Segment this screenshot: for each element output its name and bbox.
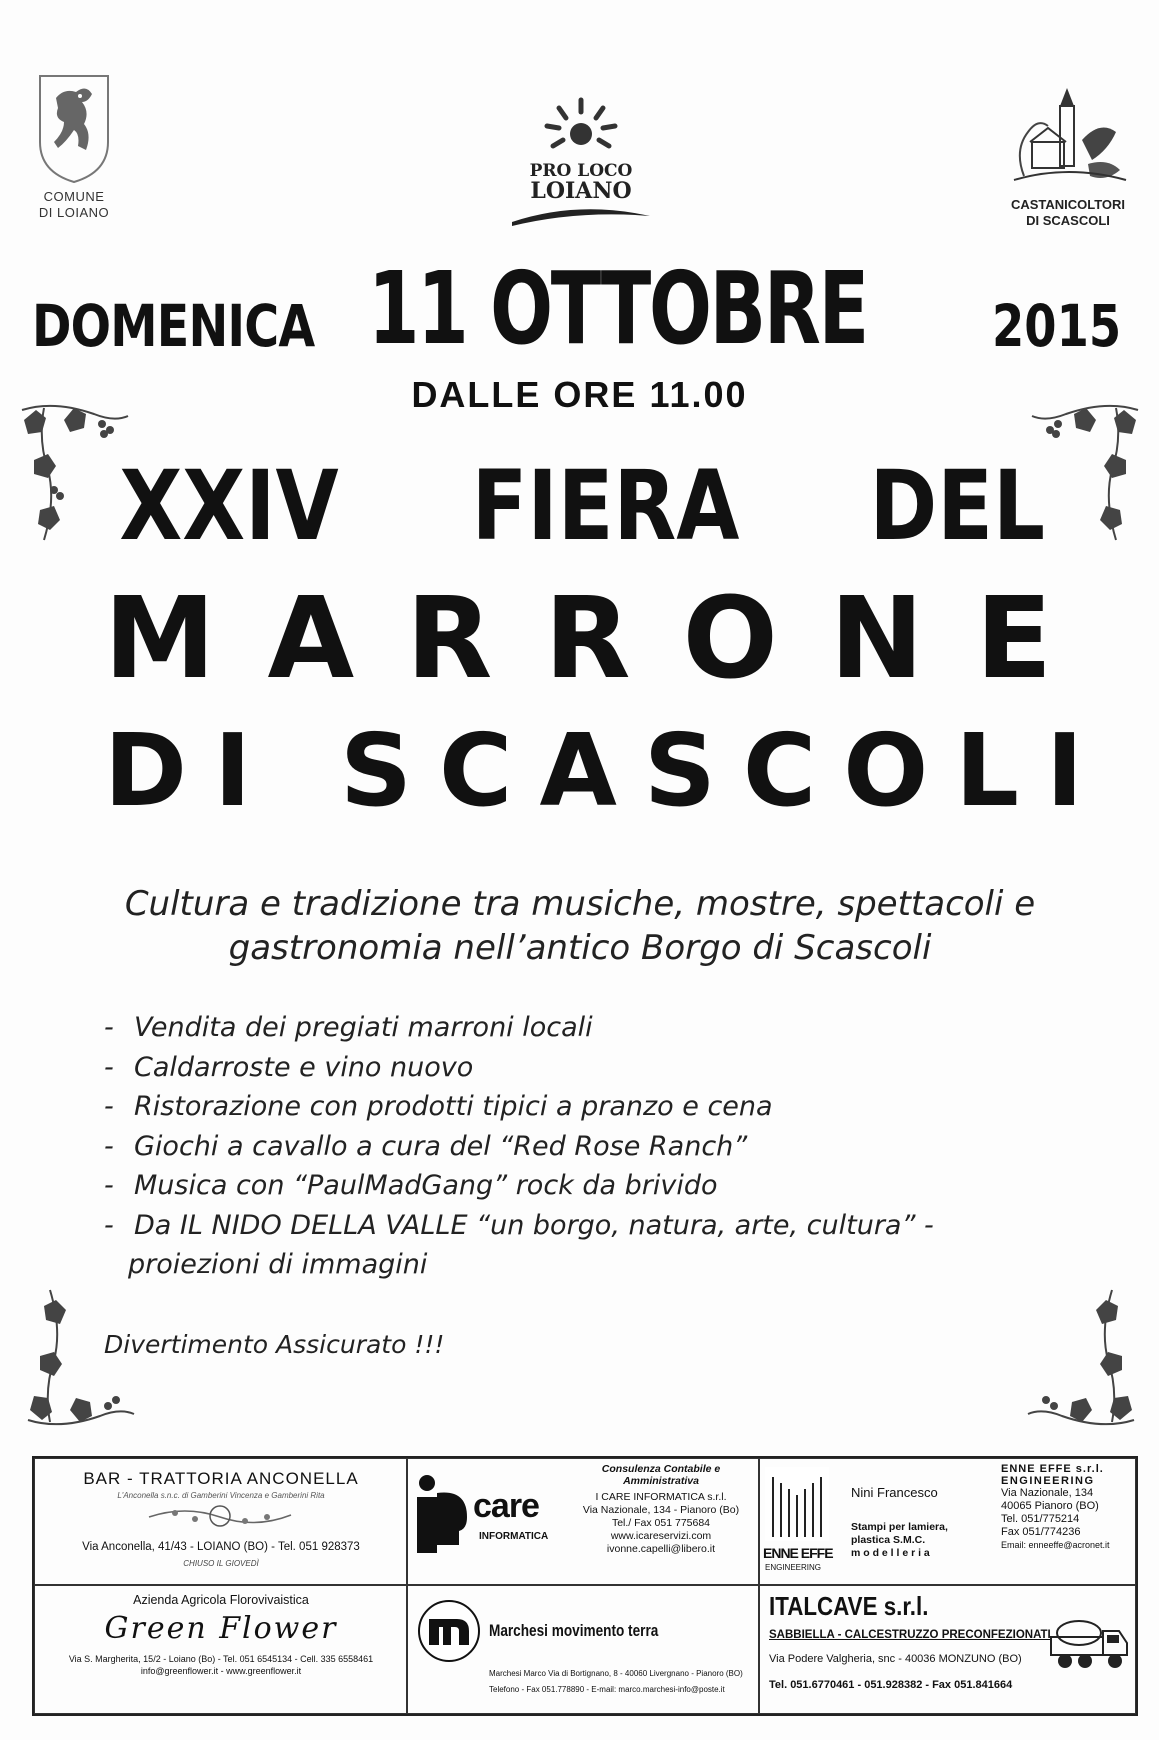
greenflower-top: Azienda Agricola Florovivaistica: [133, 1593, 309, 1607]
icare-brand: care: [473, 1487, 539, 1525]
activities-list: [104, 1008, 934, 1285]
list-item: - Musica con “PaulMadGang” rock da brivido: [104, 1170, 718, 1201]
day-label: DOMENICA: [32, 292, 315, 360]
sponsor-address: Via Anconella, 41/43 - LOIANO (BO) - Tel. 051 928373: [82, 1541, 360, 1553]
time-label: DALLE ORE 11.00: [411, 374, 748, 415]
italcave-address: Via Podere Valgheria, snc - 40036 MONZUNO (BO): [769, 1653, 1022, 1665]
italcave-sub: SABBIELLA - CALCESTRUZZO PRECONFEZIONATI: [769, 1629, 1051, 1641]
lion-crest-icon: [34, 72, 114, 184]
garland-icon: [145, 1501, 295, 1531]
sun-icon: [541, 96, 621, 158]
italcave-name: ITALCAVE s.r.l.: [769, 1591, 929, 1621]
title-line-3: DI SCASCOLI: [104, 712, 1111, 829]
list-item: - Da IL NIDO DELLA VALLE “un borgo, natura, arte, cultura” -: [104, 1209, 934, 1241]
list-item: - Caldarroste e vino nuovo: [104, 1051, 474, 1083]
enneeffe-person: Nini Francesco: [851, 1485, 938, 1500]
sponsor-greenflower: [34, 1584, 408, 1714]
enneeffe-logo-icon: [765, 1467, 829, 1541]
title-line-2: MARRONE: [104, 574, 1105, 704]
church-chestnut-icon: [1004, 80, 1132, 192]
list-item: - Vendita dei pregiati marroni locali: [104, 1012, 593, 1043]
enneeffe-logo-sub: ENGINEERING: [765, 1563, 822, 1572]
year-label: 2015: [992, 292, 1122, 360]
proloco-logo: [508, 96, 654, 233]
title-word-2: FIERA: [471, 450, 740, 562]
sponsor-marchesi: [406, 1584, 760, 1714]
greenflower-address: Via S. Margherita, 15/2 - Loiano (Bo) - Tel. 051 6545134 - Cell. 335 6558461: [68, 1654, 374, 1664]
title-word-1: XXIV: [119, 450, 339, 562]
comune-caption: COMUNE DI LOIANO: [38, 189, 110, 221]
sponsor-note: CHIUSO IL GIOVEDÌ: [183, 1559, 259, 1568]
enneeffe-desc: Stampi per lamiera, plastica S.M.C. m o d e l l e r i a: [851, 1521, 948, 1559]
list-item: - Ristorazione con prodotti tipici a pranzo e cena: [104, 1091, 773, 1122]
title-line-1: [100, 450, 1060, 562]
sponsor-enneeffe: [758, 1458, 1136, 1586]
closing-text: Divertimento Assicurato !!!: [104, 1330, 445, 1359]
marchesi-logo-icon: [417, 1599, 481, 1663]
marchesi-contacts: Telefono - Fax 051.778890 - E-mail: marco.marchesi-info@poste.it: [489, 1685, 725, 1694]
marchesi-name: Marchesi movimento terra: [489, 1621, 659, 1640]
enneeffe-logo-text: ENNE EFFE: [763, 1545, 833, 1561]
list-item: - Giochi a cavallo a cura del “Red Rose Ranch”: [104, 1130, 748, 1162]
sponsor-anconella: [34, 1458, 408, 1586]
subtitle: Cultura e tradizione tra musiche, mostre, spettacoli e gastronomia nell’antico Borgo di Scascoli: [124, 884, 1036, 968]
icare-head-icon: [411, 1473, 471, 1557]
sponsors-grid: [32, 1456, 1138, 1716]
sponsor-icare: [406, 1458, 760, 1586]
date-label: 11 OTTOBRE: [368, 250, 867, 367]
enneeffe-contacts: ENNE EFFE s.r.l. ENGINEERING Via Nazionale, 134 40065 Pianoro (BO) Tel. 051/775214 Fax 051/774236 Email: enneeffe@acronet.it: [1001, 1463, 1110, 1550]
vine-ornament-bottom-right-icon: [1022, 1270, 1142, 1430]
sponsor-italcave: [758, 1584, 1136, 1714]
italcave-contacts: Tel. 051.6770461 - 051.928382 - Fax 051.841664: [769, 1679, 1013, 1691]
icare-info: Consulenza Contabile e Amministrativa I CARE INFORMATICA s.r.l. Via Nazionale, 134 - Pianoro (Bo) Tel./ Fax 051 775684 www.icareservizi.com ivonne.capelli@libero.it: [582, 1463, 740, 1555]
list-item-continuation: proiezioni di immagini: [128, 1249, 428, 1280]
greenflower-name: Green Flower: [104, 1611, 338, 1646]
comune-logo: [28, 72, 120, 222]
cement-truck-icon: [1049, 1611, 1129, 1675]
castanicoltori-caption: CASTANICOLTORI DI SCASCOLI: [1010, 197, 1126, 229]
date-headline: [0, 250, 1159, 370]
sponsor-name: BAR - TRATTORIA ANCONELLA: [83, 1469, 359, 1488]
sponsor-owner: L'Anconella s.n.c. di Gamberini Vincenza e Gamberini Rita: [117, 1491, 325, 1500]
greenflower-web: info@greenflower.it - www.greenflower.it: [140, 1666, 302, 1676]
icare-brand-sub: INFORMATICA: [479, 1531, 549, 1542]
swoosh-icon: [508, 202, 654, 228]
marchesi-address: Marchesi Marco Via di Bortignano, 8 - 40060 Livergnano - Pianoro (BO): [489, 1669, 743, 1678]
title-word-3: DEL: [869, 450, 1045, 562]
proloco-caption: PRO LOCO LOIANO: [529, 161, 633, 204]
castanicoltori-logo: [1000, 80, 1136, 230]
